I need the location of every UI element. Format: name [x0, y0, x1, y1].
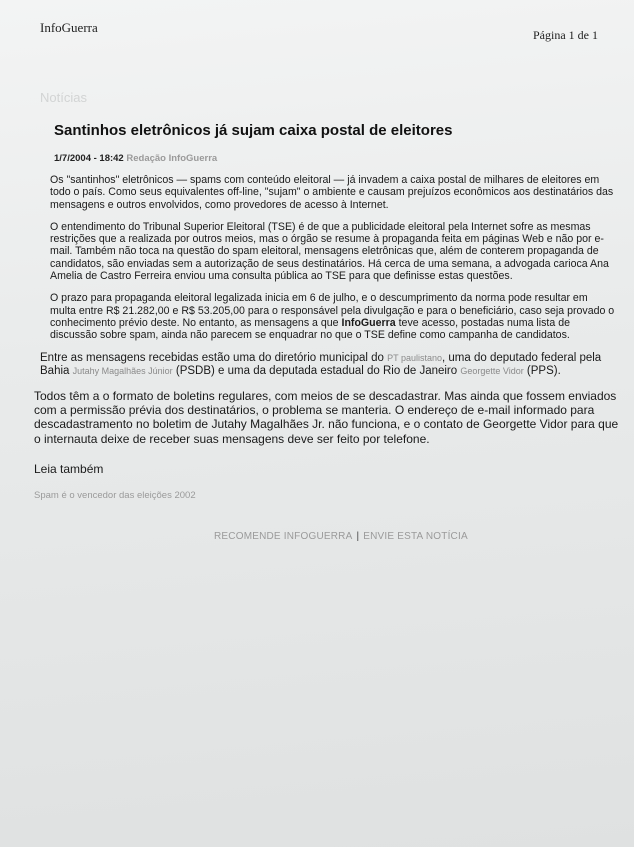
paragraph-5: Todos têm a o formato de boletins regulares, com meios de se descadastrar. Mas ainda que fossem enviados com a permissão prévia dos destinatários, o problema se manteria. O endereço de e-mail informado para descadastramento no boletim de Jutahy Magalhães Jr. não funciona, e o contato de Georgette Vidor para que o internauta deixe de receber suas mensagens deve ser feito por telefone. [34, 388, 619, 446]
section-label: Notícias [40, 90, 87, 105]
tag-link-pt[interactable]: PT paulistano [387, 352, 442, 363]
tag-link-jutahy[interactable]: Jutahy Magalhães Júnior [72, 366, 173, 377]
paragraph-2: O entendimento do Tribunal Superior Eleitoral (TSE) é de que a publicidade eleitoral pela Internet sofre as mesmas restrições que a realizada por outros meios, mas o órgão se resume à propaganda feita em páginas Web e não por e-mail. Também não toca na questão do spam eleitoral, mensagens eletrônicas que, além de conterem propaganda de candidatos, são enviadas sem a autorização de seus destinatários. Há cerca de uma semana, a advogada carioca Ana Amelia de Castro Ferreira enviou uma consulta pública ao TSE para que definisse estas questões. [50, 220, 609, 283]
print-header-site: InfoGuerra [40, 20, 98, 35]
footer-links [214, 531, 624, 542]
related-link[interactable]: Spam é o vencedor das eleições 2002 [34, 490, 196, 502]
paragraph-4-text-c: (PSDB) e uma da deputada estadual do Rio de Janeiro [172, 365, 461, 378]
footer-separator: | [356, 531, 360, 543]
infoguerra-mention: InfoGuerra [341, 316, 396, 329]
article-byline: Redação InfoGuerra [126, 153, 218, 164]
paragraph-3-text-b: teve acesso, postadas numa lista de discussão sobre spam, ainda não parecem se enquadrar no que o TSE define como campanha de candidatos. [50, 316, 570, 342]
related-heading: Leia também [34, 462, 104, 477]
article-title: Santinhos eletrônicos já sujam caixa postal de eleitores [54, 122, 453, 139]
paragraph-1: Os "santinhos" eletrônicos — spams com conteúdo eleitoral — já invadem a caixa postal de milhares de eleitores em todo o país. Como seus equivalentes off-line, "sujam" o ambiente e causam prejuízos econômicos aos destinatários das mensagens e outros envolvidos, como provedores de acesso à Internet. [50, 174, 614, 211]
paragraph-4-text-d: (PPS). [523, 365, 561, 378]
paragraph-3 [50, 292, 615, 341]
tag-link-georgette[interactable]: Georgette Vidor [460, 366, 524, 377]
paragraph-4-text-a: Entre as mensagens recebidas estão uma do diretório municipal do [40, 351, 388, 364]
send-news-link[interactable]: ENVIE ESTA NOTÍCIA [363, 531, 468, 543]
paragraph-3-text-a: O prazo para propaganda eleitoral legalizada inicia em 6 de julho, e o descumprimento da norma pode resultar em multa entre R$ 21.282,00 e R$ 53.205,00 para o responsável pela divulgação e para o beneficiário, caso seja provado o conhecimento prévio deste. No entanto, as mensagens a que [50, 292, 615, 329]
print-header-page-count: Página 1 de 1 [533, 28, 598, 42]
article [34, 118, 624, 542]
article-meta [54, 153, 624, 164]
recommend-link[interactable]: RECOMENDE INFOGUERRA [214, 531, 353, 543]
paragraph-4 [40, 352, 620, 379]
article-date: 1/7/2004 - 18:42 [54, 153, 124, 164]
paragraph-4-text-b: , uma do deputado federal pela Bahia [40, 351, 602, 378]
